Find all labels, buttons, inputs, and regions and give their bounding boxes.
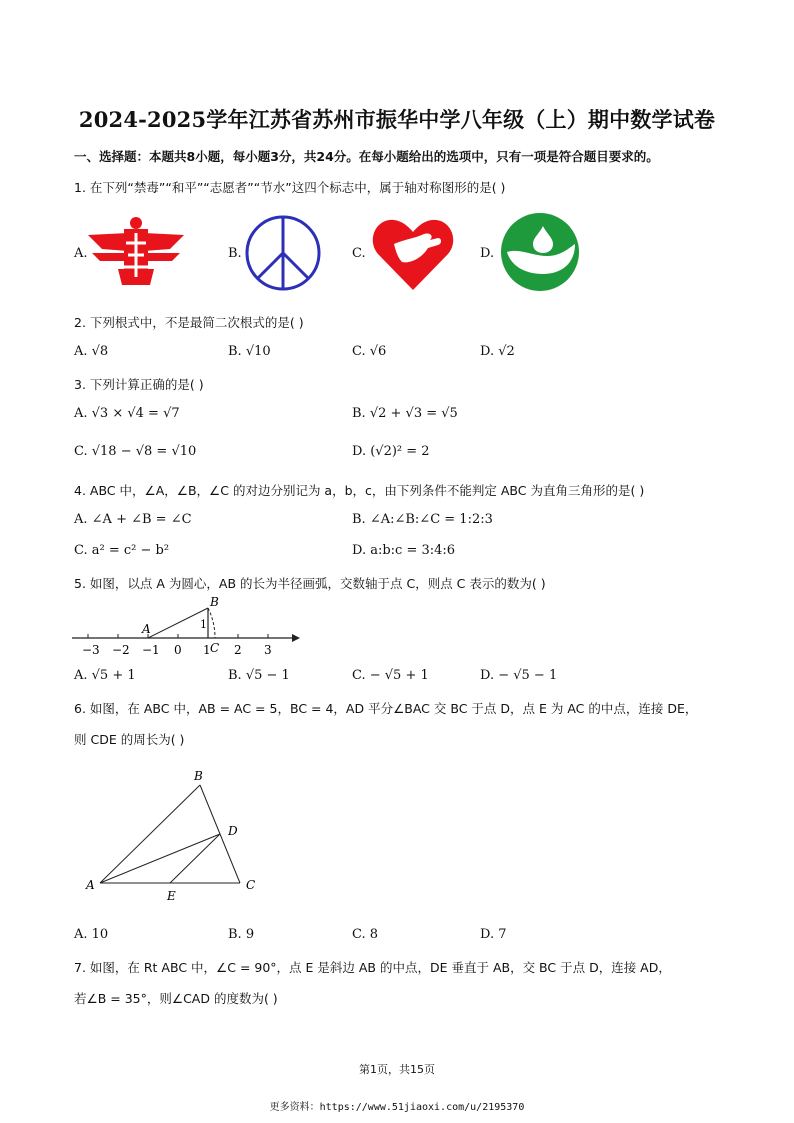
q3-option-b: B. √2 + √3 = √5 (352, 406, 458, 421)
q5-option-d: D. − √5 − 1 (480, 668, 558, 683)
point-c-label: C (210, 641, 220, 655)
q2-option-c: C. √6 (352, 344, 387, 359)
question-7-stem-line2: 若∠B = 35°，则∠CAD 的度数为( ) (74, 991, 278, 1006)
point-b-label: B (210, 595, 219, 609)
q5-option-b: B. √5 − 1 (228, 668, 290, 683)
q4-option-a: A. ∠A + ∠B = ∠C (74, 512, 192, 527)
segment-length-label: 1 (200, 618, 207, 631)
q6-option-b: B. 9 (228, 927, 255, 942)
q5-option-c: C. − √5 + 1 (352, 668, 429, 683)
q6-option-a: A. 10 (74, 927, 109, 942)
triangle-abc-figure (80, 765, 270, 907)
number-line-figure (70, 592, 300, 658)
point-d-label: D (228, 824, 238, 838)
q2-option-b: B. √10 (228, 344, 271, 359)
q6-option-d: D. 7 (480, 927, 507, 942)
q2-option-d: D. √2 (480, 344, 515, 359)
tick-label: −3 (82, 643, 100, 657)
q5-option-a: A. √5 + 1 (74, 668, 136, 683)
q1-option-d: D. (480, 246, 495, 261)
section-heading: 一、选择题：本题共8小题，每小题3分，共24分。在每小题给出的选项中，只有一项是符合题目要求的。 (74, 149, 659, 164)
tick-label: 0 (174, 643, 182, 657)
q3-option-a: A. √3 × √4 = √7 (74, 406, 180, 421)
water-saving-logo-icon (499, 212, 581, 292)
q3-option-d: D. (√2)² = 2 (352, 444, 430, 459)
page-title: 2024-2025学年江苏省苏州市振华中学八年级（上）期中数学试卷 (78, 107, 716, 132)
page-number: 第1页，共15页 (359, 1063, 435, 1076)
tick-label: 3 (264, 643, 272, 657)
q6-option-c: C. 8 (352, 927, 379, 942)
q1-option-a: A. (74, 246, 88, 261)
peace-logo-icon (244, 214, 322, 292)
question-3-stem: 3. 下列计算正确的是( ) (74, 377, 204, 392)
tick-label: 2 (234, 643, 242, 657)
promo-link[interactable]: 更多资料：https://www.51jiaoxi.com/u/2195370 (269, 1102, 525, 1113)
question-4-stem: 4. ABC 中，∠A，∠B，∠C 的对边分别记为 a，b，c，由下列条件不能判定 ABC 为直角三角形的是( ) (74, 483, 645, 498)
anti-drug-logo-icon (88, 215, 184, 285)
question-6-stem-line1: 6. 如图，在 ABC 中，AB = AC = 5，BC = 4，AD 平分∠BAC 交 BC 于点 D，点 E 为 AC 的中点，连接 DE， (74, 701, 698, 716)
question-7-stem-line1: 7. 如图，在 Rt ABC 中，∠C = 90°，点 E 是斜边 AB 的中点，DE 垂直于 AB，交 BC 于点 D，连接 AD， (74, 960, 671, 975)
q4-option-b: B. ∠A:∠B:∠C = 1:2:3 (352, 512, 493, 527)
q4-option-d: D. a:b:c = 3:4:6 (352, 543, 456, 558)
question-5-stem: 5. 如图，以点 A 为圆心，AB 的长为半径画弧，交数轴于点 C，则点 C 表示的数为( ) (74, 576, 546, 591)
tick-label: −2 (112, 643, 130, 657)
point-e-label: E (167, 889, 176, 903)
tick-label: −1 (142, 643, 160, 657)
vertex-c-label: C (246, 878, 256, 892)
q3-option-c: C. √18 − √8 = √10 (74, 444, 197, 459)
vertex-a-label: A (86, 878, 95, 892)
vertex-b-label: B (194, 769, 203, 783)
q1-option-c: C. (352, 246, 366, 261)
tick-label: 1 (203, 643, 211, 657)
q1-option-b: B. (228, 246, 242, 261)
question-2-stem: 2. 下列根式中，不是最简二次根式的是( ) (74, 315, 304, 330)
q4-option-c: C. a² = c² − b² (74, 543, 170, 558)
question-1-stem: 1. 在下列“禁毒”“和平”“志愿者”“节水”这四个标志中，属于轴对称图形的是( ) (74, 180, 506, 195)
question-6-stem-line2: 则 CDE 的周长为( ) (74, 732, 185, 747)
q2-option-a: A. √8 (74, 344, 109, 359)
point-a-label: A (142, 622, 151, 636)
volunteer-heart-logo-icon (372, 214, 454, 292)
